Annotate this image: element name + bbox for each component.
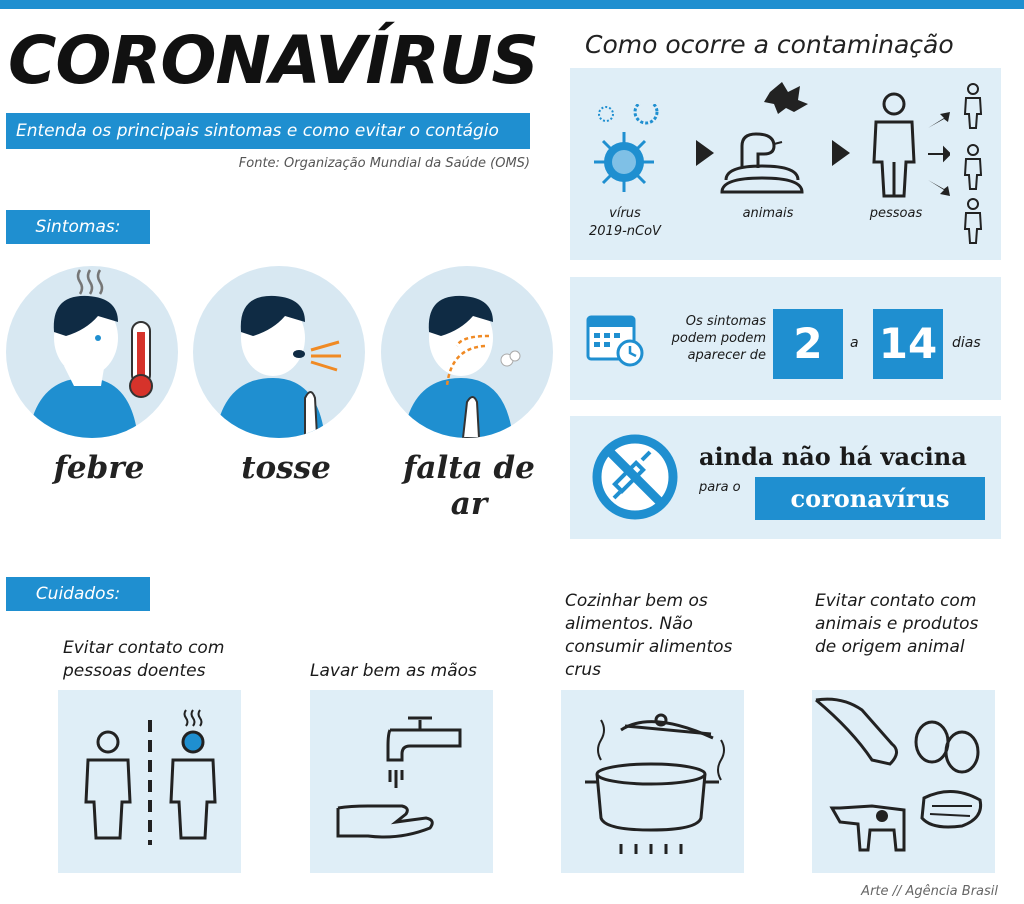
distance-people-icon: [58, 690, 241, 873]
virus-icon: [584, 104, 664, 194]
tap-hand-icon: [310, 690, 493, 873]
incubation-text: [662, 313, 766, 364]
symptom-label: falta de ar: [403, 450, 535, 522]
people-label: pessoas: [869, 206, 923, 221]
incubation-panel: [570, 277, 1001, 400]
animal-products-icon: [812, 690, 995, 873]
breathless-person-icon: [381, 266, 553, 438]
care-label: Cuidados:: [6, 577, 150, 611]
min-days-box: 2: [773, 309, 843, 379]
incubation-text-line: Os sintomas: [685, 314, 766, 329]
care-text: Evitar contato com pessoas doentes: [63, 638, 225, 681]
symptoms-label: Sintomas:: [6, 210, 150, 244]
incubation-text-line: podem podem: [671, 331, 766, 346]
days-unit: dias: [952, 335, 981, 351]
source-note: Fonte: Organização Mundial da Saúde (OMS): [238, 156, 530, 171]
incubation-text-line: aparecer de: [687, 348, 766, 363]
no-vaccine-icon: [590, 432, 680, 526]
symptom-label: febre: [53, 450, 145, 486]
snake-bat-icon: [712, 82, 824, 206]
subtitle-banner: Entenda os principais sintomas e como evitar o contágio: [6, 113, 530, 149]
care-text: Lavar bem as mãos: [310, 661, 477, 681]
symptom-label: tosse: [241, 450, 331, 486]
max-days-box: 14: [873, 309, 943, 379]
virus-label-2: 2019-nCoV: [589, 224, 661, 239]
contamination-heading: Como ocorre a contaminação: [585, 30, 954, 59]
connector-text: a: [850, 335, 859, 351]
calendar-icon: [586, 311, 646, 373]
fever-person-icon: [6, 266, 178, 438]
cough-person-icon: [193, 266, 365, 438]
arrow-right-icon: [832, 140, 850, 170]
spread-arrows-icon: [928, 108, 950, 202]
top-accent-bar: [0, 0, 1024, 9]
vaccine-line1: ainda não há vacina: [699, 442, 967, 471]
page-title: CORONAVÍRUS: [8, 22, 538, 99]
cooking-pot-icon: [561, 690, 744, 873]
virus-label: vírus: [609, 206, 641, 221]
contamination-panel: [570, 68, 1001, 260]
care-text: Cozinhar bem os alimentos. Não consumir alimentos crus: [565, 591, 733, 680]
small-people-icon: [962, 82, 984, 252]
credit-line: Arte // Agência Brasil: [861, 884, 998, 899]
vaccine-highlight: coronavírus: [755, 477, 985, 520]
vaccine-panel: [570, 416, 1001, 539]
person-icon: [864, 92, 924, 202]
vaccine-prefix: para o: [699, 480, 741, 495]
animals-label: animais: [742, 206, 794, 221]
care-text: Evitar contato com animais e produtos de origem animal: [815, 591, 979, 657]
